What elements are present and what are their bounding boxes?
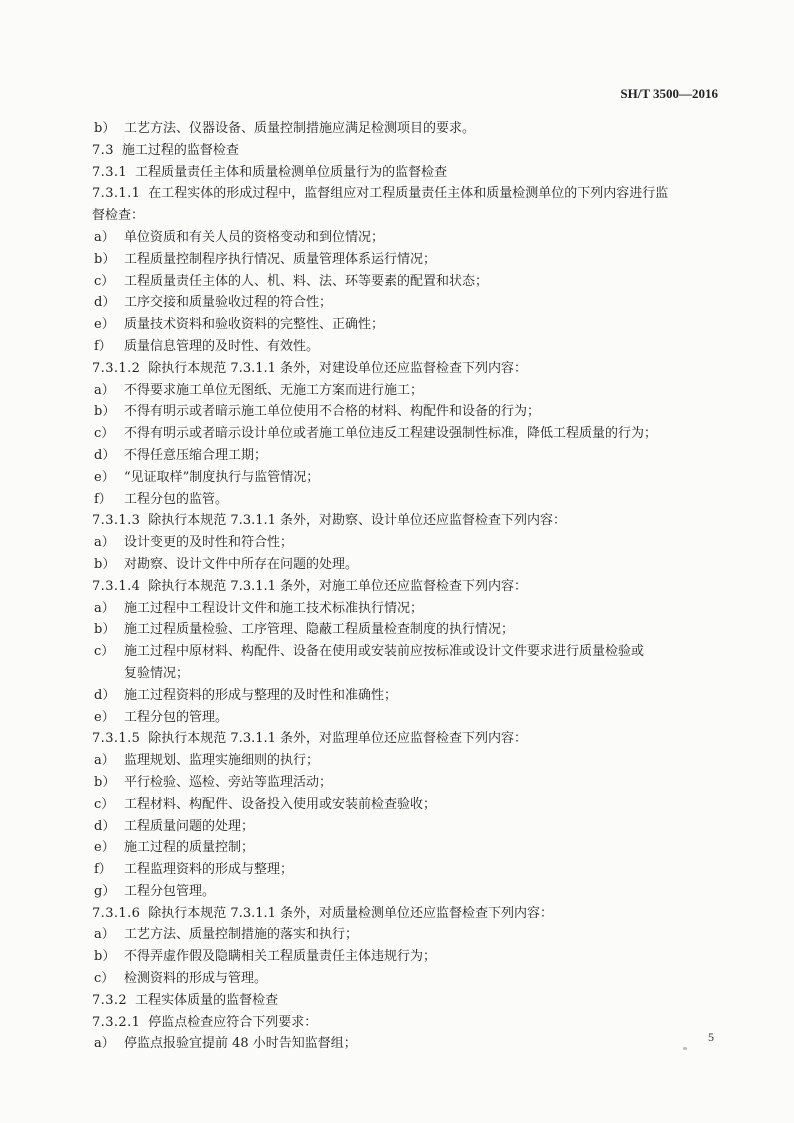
page-number: 5 [708, 1030, 714, 1044]
list-marker: b） [94, 121, 116, 136]
list-item [0, 663, 794, 685]
section-number: 7.3 [92, 142, 114, 158]
line-text: 工程质量责任主体的人、机、料、法、环等要素的配置和状态； [124, 273, 489, 289]
list-marker: a） [94, 229, 115, 245]
line-text: 督检查： [92, 208, 145, 224]
list-marker: c） [94, 796, 115, 812]
line-text: 复验情况； [124, 665, 190, 681]
list-marker: f） [94, 338, 112, 354]
list-item [0, 946, 794, 968]
list-item [0, 837, 794, 859]
section-heading [0, 162, 794, 184]
line-text: 工程材料、构配件、设备投入使用或安装前检查验收； [124, 796, 437, 812]
line-text: 质量技术资料和验收资料的完整性、正确性； [124, 317, 385, 333]
list-item [0, 554, 794, 576]
line-text: 工程监理资料的形成与整理； [124, 862, 294, 878]
line-text: 质量信息管理的及时性、有效性。 [124, 338, 320, 354]
list-item [0, 794, 794, 816]
list-item [0, 118, 794, 140]
line-text: 施工过程的质量控制； [124, 840, 255, 856]
line-text: 停监点检查应符合下列要求： [148, 1014, 318, 1030]
line-text: 在工程实体的形成过程中，监督组应对工程质量责任主体和质量检测单位的下列内容进行监 [148, 186, 669, 202]
document-body [0, 118, 794, 1055]
list-item [0, 881, 794, 903]
list-marker: c） [94, 273, 115, 289]
list-item [0, 968, 794, 990]
list-item [0, 750, 794, 772]
list-marker: c） [94, 971, 115, 987]
line-text: 监理规划、监理实施细则的执行； [124, 753, 320, 769]
list-marker: d） [94, 818, 116, 834]
line-text: 施工过程中工程设计文件和施工技术标准执行情况； [124, 600, 424, 616]
list-item [0, 772, 794, 794]
list-marker: e） [94, 469, 115, 485]
section-number: 7.3.1.4 [92, 578, 141, 594]
line-text: 平行检验、巡检、旁站等监理活动； [124, 774, 333, 790]
list-marker: a） [94, 382, 115, 398]
line-text: 工程质量控制程序执行情况、质量管理体系运行情况； [124, 251, 437, 267]
line-text: 不得有明示或者暗示施工单位使用不合格的材料、构配件和设备的行为； [124, 404, 541, 420]
list-marker: a） [94, 600, 115, 616]
list-marker: e） [94, 840, 115, 856]
line-text: 不得要求施工单位无图纸、无施工方案而进行施工； [124, 382, 424, 398]
line-text: 施工过程的监督检查 [121, 142, 239, 158]
list-item [0, 1033, 794, 1055]
list-marker: a） [94, 535, 115, 551]
list-marker: g） [94, 883, 116, 899]
line-text: 对勘察、设计文件中所存在问题的处理。 [124, 556, 359, 572]
line-text: 工序交接和质量验收过程的符合性； [124, 295, 333, 311]
section-heading [0, 358, 794, 380]
section-heading [0, 728, 794, 750]
list-marker: f） [94, 491, 112, 507]
list-marker: d） [94, 295, 116, 311]
line-text: 不得弄虚作假及隐瞒相关工程质量责任主体违规行为； [124, 949, 437, 965]
list-marker: d） [94, 447, 116, 463]
list-marker: b） [94, 251, 116, 267]
line-text: 施工过程资料的形成与整理的及时性和准确性； [124, 687, 398, 703]
section-number: 7.3.1.6 [92, 905, 141, 921]
list-item [0, 707, 794, 729]
line-text: 设计变更的及时性和符合性； [124, 535, 294, 551]
list-marker: b） [94, 949, 116, 965]
list-item [0, 380, 794, 402]
list-marker: c） [94, 644, 115, 660]
line-text: 除执行本规范 7.3.1.1 条外，对勘察、设计单位还应监督检查下列内容： [148, 513, 567, 529]
paragraph-continuation [0, 205, 794, 227]
list-marker: b） [94, 622, 116, 638]
section-number: 7.3.1.1 [92, 186, 141, 202]
list-marker: b） [94, 556, 116, 572]
line-text: 除执行本规范 7.3.1.1 条外，对质量检测单位还应监督检查下列内容： [148, 905, 554, 921]
section-number: 7.3.1.5 [92, 731, 141, 747]
line-text: 施工过程中原材料、构配件、设备在使用或安装前应按标准或设计文件要求进行质量检验或 [124, 644, 645, 660]
list-item [0, 467, 794, 489]
line-text: 停监点报验宜提前 48 小时告知监督组； [124, 1036, 357, 1052]
list-item [0, 227, 794, 249]
list-marker: b） [94, 404, 116, 420]
section-heading [0, 576, 794, 598]
line-text: 工程分包的监管。 [124, 491, 229, 507]
list-marker: b） [94, 774, 116, 790]
line-text: 不得有明示或者暗示设计单位或者施工单位违反工程建设强制性标准，降低工程质量的行为； [124, 426, 658, 442]
list-item [0, 314, 794, 336]
list-marker: d） [94, 687, 116, 703]
section-heading [0, 1012, 794, 1034]
section-number: 7.3.2 [92, 992, 128, 1008]
section-heading [0, 510, 794, 532]
list-item [0, 685, 794, 707]
list-marker: e） [94, 709, 115, 725]
list-marker: a） [94, 753, 115, 769]
section-heading [0, 140, 794, 162]
line-text: 除执行本规范 7.3.1.1 条外，对监理单位还应监督检查下列内容： [148, 731, 528, 747]
list-marker: f） [94, 862, 112, 878]
standard-code-header: SH/T 3500—2016 [620, 86, 718, 101]
line-text: 工艺方法、仪器设备、质量控制措施应满足检测项目的要求。 [124, 121, 476, 136]
line-text: 检测资料的形成与管理。 [124, 971, 268, 987]
section-heading [0, 990, 794, 1012]
line-text: 工程分包的管理。 [124, 709, 229, 725]
list-marker: e） [94, 317, 115, 333]
line-text: 不得任意压缩合理工期； [124, 447, 268, 463]
line-text: 工程实体质量的监督检查 [135, 992, 279, 1008]
list-item [0, 336, 794, 358]
section-number: 7.3.2.1 [92, 1014, 141, 1030]
line-text: 工程质量问题的处理； [124, 818, 255, 834]
line-text: “见证取样”制度执行与监管情况； [124, 469, 320, 485]
list-item [0, 532, 794, 554]
scan-speck [683, 1047, 687, 1050]
section-number: 7.3.1.2 [92, 360, 141, 376]
list-item [0, 859, 794, 881]
section-number: 7.3.1.3 [92, 513, 141, 529]
section-heading [0, 903, 794, 925]
list-item [0, 292, 794, 314]
list-item [0, 816, 794, 838]
line-text: 除执行本规范 7.3.1.1 条外，对施工单位还应监督检查下列内容： [148, 578, 528, 594]
section-heading [0, 183, 794, 205]
list-item [0, 598, 794, 620]
list-marker: a） [94, 927, 115, 943]
list-marker: a） [94, 1036, 115, 1052]
list-marker: c） [94, 426, 115, 442]
section-number: 7.3.1 [92, 164, 128, 180]
line-text: 除执行本规范 7.3.1.1 条外，对建设单位还应监督检查下列内容： [148, 360, 528, 376]
list-item [0, 445, 794, 467]
line-text: 工程分包管理。 [124, 883, 216, 899]
line-text: 工艺方法、质量控制措施的落实和执行； [124, 927, 359, 943]
list-item [0, 924, 794, 946]
list-item [0, 489, 794, 511]
list-item [0, 423, 794, 445]
line-text: 工程质量责任主体和质量检测单位质量行为的监督检查 [135, 164, 448, 180]
list-item [0, 619, 794, 641]
line-text: 单位资质和有关人员的资格变动和到位情况； [124, 229, 385, 245]
list-item [0, 401, 794, 423]
list-item [0, 641, 794, 663]
line-text: 施工过程质量检验、工序管理、隐蔽工程质量检查制度的执行情况； [124, 622, 515, 638]
list-item [0, 249, 794, 271]
list-item [0, 271, 794, 293]
